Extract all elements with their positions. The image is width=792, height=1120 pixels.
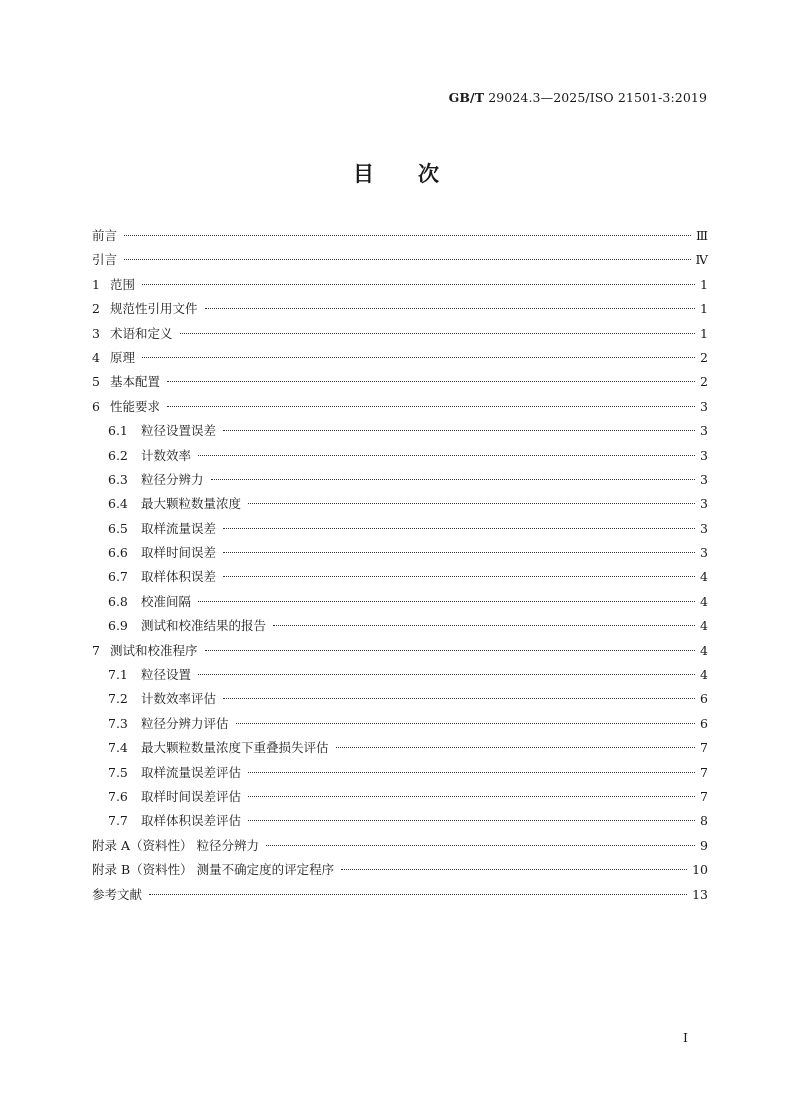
toc-dot-leader (336, 746, 695, 748)
toc-entry-page: 3 (700, 496, 708, 512)
toc-entry-label: 附录 A（资料性） 粒径分辨力 (92, 837, 259, 853)
toc-entry-page: 7 (700, 740, 708, 756)
toc-entry-page: 2 (700, 349, 708, 365)
toc-entry[interactable] (92, 811, 708, 835)
toc-dot-leader (124, 258, 690, 260)
toc-entry[interactable] (92, 421, 708, 445)
toc-dot-leader (198, 673, 695, 675)
toc-entry-label: 范围 (110, 276, 136, 292)
toc-entry-label: 粒径设置 (141, 667, 192, 683)
toc-entry-label: 校准间隔 (141, 593, 192, 609)
page-title: 目次 (353, 162, 483, 186)
toc-entry-number: 7.7 (108, 813, 128, 829)
toc-dot-leader (223, 697, 695, 699)
toc-entry-label: 引言 (92, 252, 118, 268)
toc-dot-leader (248, 771, 695, 773)
standard-number: 29024.3—2025/ISO 21501-3:2019 (484, 90, 707, 105)
toc-dot-leader (223, 527, 695, 529)
toc-entry-label: 最大颗粒数量浓度下重叠损失评估 (141, 740, 329, 756)
toc-entry[interactable] (92, 397, 708, 421)
toc-entry-label: 规范性引用文件 (110, 301, 198, 317)
toc-entry-label: 测试和校准程序 (110, 642, 198, 658)
toc-entry-number: 6.4 (108, 496, 128, 512)
toc-entry-number: 6 (92, 398, 100, 414)
toc-entry-number: 6.6 (108, 545, 128, 561)
toc-entry[interactable] (92, 250, 708, 274)
toc-dot-leader (167, 405, 695, 407)
toc-entry-page: 7 (700, 764, 708, 780)
toc-entry-page: 3 (700, 471, 708, 487)
toc-entry-number: 6.2 (108, 447, 128, 463)
toc-entry-number: 1 (92, 276, 100, 292)
toc-entry-label: 前言 (92, 228, 118, 243)
toc-dot-leader (180, 332, 695, 334)
toc-entry[interactable] (92, 348, 708, 372)
toc-entry-label: 计数效率评估 (141, 691, 217, 707)
toc-entry-page: Ⅳ (695, 252, 708, 268)
toc-entry[interactable] (92, 787, 708, 811)
toc-entry-number: 7.2 (108, 691, 128, 707)
toc-entry-label: 测试和校准结果的报告 (141, 618, 267, 634)
toc-entry[interactable] (92, 860, 708, 884)
toc-entry-page: 4 (700, 642, 708, 658)
table-of-contents (92, 226, 708, 909)
toc-entry[interactable] (92, 299, 708, 323)
toc-entry-page: 3 (700, 447, 708, 463)
toc-entry[interactable] (92, 275, 708, 299)
toc-entry-label: 基本配置 (110, 374, 161, 390)
toc-entry[interactable] (92, 665, 708, 689)
toc-entry-page: 3 (700, 398, 708, 414)
toc-dot-leader (248, 819, 695, 821)
toc-entry[interactable] (92, 616, 708, 640)
toc-entry-label: 取样时间误差评估 (141, 788, 242, 804)
toc-entry-number: 5 (92, 374, 100, 390)
toc-entry-page: 3 (700, 520, 708, 536)
toc-entry-page: 2 (700, 374, 708, 390)
toc-entry-number: 3 (92, 325, 100, 341)
toc-entry-number: 6.8 (108, 593, 128, 609)
toc-entry[interactable] (92, 543, 708, 567)
toc-entry-label: 粒径分辨力评估 (141, 715, 229, 731)
toc-entry-label: 粒径设置误差 (141, 423, 217, 439)
toc-entry-number: 7 (92, 642, 100, 658)
toc-entry[interactable] (92, 592, 708, 616)
toc-entry-number: 6.3 (108, 471, 128, 487)
toc-dot-leader (248, 502, 695, 504)
toc-entry-number: 6.1 (108, 423, 128, 439)
toc-dot-leader (167, 380, 695, 382)
toc-entry-page: Ⅲ (695, 228, 708, 243)
toc-dot-leader (248, 795, 695, 797)
toc-dot-leader (142, 356, 695, 358)
toc-entry-number: 7.5 (108, 764, 128, 780)
toc-entry-number: 6.7 (108, 569, 128, 585)
toc-entry-label: 最大颗粒数量浓度 (141, 496, 242, 512)
toc-dot-leader (149, 893, 687, 895)
toc-dot-leader (205, 307, 695, 309)
toc-entry[interactable] (92, 885, 708, 909)
toc-entry[interactable] (92, 714, 708, 738)
toc-dot-leader (223, 575, 695, 577)
toc-entry-label: 参考文献 (92, 886, 143, 902)
toc-entry[interactable] (92, 738, 708, 762)
toc-entry[interactable] (92, 641, 708, 665)
toc-entry-page: 1 (700, 325, 708, 341)
toc-entry-page: 4 (700, 618, 708, 634)
toc-dot-leader (198, 600, 695, 602)
toc-entry-page: 4 (700, 667, 708, 683)
toc-dot-leader (211, 478, 695, 480)
toc-entry-page: 6 (700, 715, 708, 731)
toc-entry-page: 7 (700, 788, 708, 804)
toc-entry-label: 取样时间误差 (141, 545, 217, 561)
toc-entry-number: 6.5 (108, 520, 128, 536)
toc-entry[interactable] (92, 519, 708, 543)
toc-entry-number: 2 (92, 301, 100, 317)
toc-entry-number: 7.6 (108, 788, 128, 804)
toc-entry-page: 10 (692, 862, 708, 878)
toc-dot-leader (341, 868, 687, 870)
toc-entry-number: 7.4 (108, 740, 128, 756)
toc-dot-leader (142, 283, 695, 285)
toc-entry-page: 3 (700, 545, 708, 561)
toc-entry[interactable] (92, 446, 708, 470)
toc-entry-page: 3 (700, 423, 708, 439)
toc-entry[interactable] (92, 470, 708, 494)
toc-entry-label: 原理 (110, 349, 136, 365)
toc-entry[interactable] (92, 372, 708, 396)
toc-entry-page: 1 (700, 301, 708, 317)
toc-entry-label: 术语和定义 (110, 325, 173, 341)
toc-entry-label: 附录 B（资料性） 测量不确定度的评定程序 (92, 862, 335, 878)
toc-entry[interactable] (92, 494, 708, 518)
toc-entry-page: 4 (700, 593, 708, 609)
toc-dot-leader (273, 624, 695, 626)
toc-dot-leader (236, 722, 695, 724)
toc-entry-number: 4 (92, 349, 100, 365)
toc-entry-page: 4 (700, 569, 708, 585)
standard-prefix: GB/T (448, 90, 485, 105)
toc-entry-label: 取样体积误差 (141, 569, 217, 585)
toc-entry-label: 取样流量误差 (141, 520, 217, 536)
toc-entry[interactable] (92, 763, 708, 787)
toc-entry-label: 计数效率 (141, 447, 192, 463)
toc-entry-label: 粒径分辨力 (141, 471, 204, 487)
toc-entry-page: 1 (700, 276, 708, 292)
toc-dot-leader (205, 649, 695, 651)
toc-dot-leader (266, 844, 695, 846)
toc-dot-leader (223, 429, 695, 431)
toc-dot-leader (198, 454, 695, 456)
toc-entry[interactable] (92, 836, 708, 860)
toc-entry-label: 取样体积误差评估 (141, 813, 242, 829)
toc-entry-number: 7.3 (108, 715, 128, 731)
toc-entry-label: 取样流量误差评估 (141, 764, 242, 780)
toc-entry-page: 6 (700, 691, 708, 707)
toc-entry-page: 13 (692, 886, 708, 902)
toc-entry[interactable] (92, 324, 708, 348)
document-code (449, 90, 707, 105)
page-number: I (683, 1030, 688, 1045)
toc-entry-page: 8 (700, 813, 708, 829)
toc-entry-page: 9 (700, 837, 708, 853)
toc-entry-number: 7.1 (108, 667, 128, 683)
toc-entry[interactable] (92, 567, 708, 591)
toc-dot-leader (223, 551, 695, 553)
toc-entry-label: 性能要求 (110, 398, 161, 414)
toc-dot-leader (124, 234, 691, 236)
toc-entry[interactable] (92, 689, 708, 713)
toc-entry-number: 6.9 (108, 618, 128, 634)
toc-entry[interactable] (92, 226, 708, 250)
